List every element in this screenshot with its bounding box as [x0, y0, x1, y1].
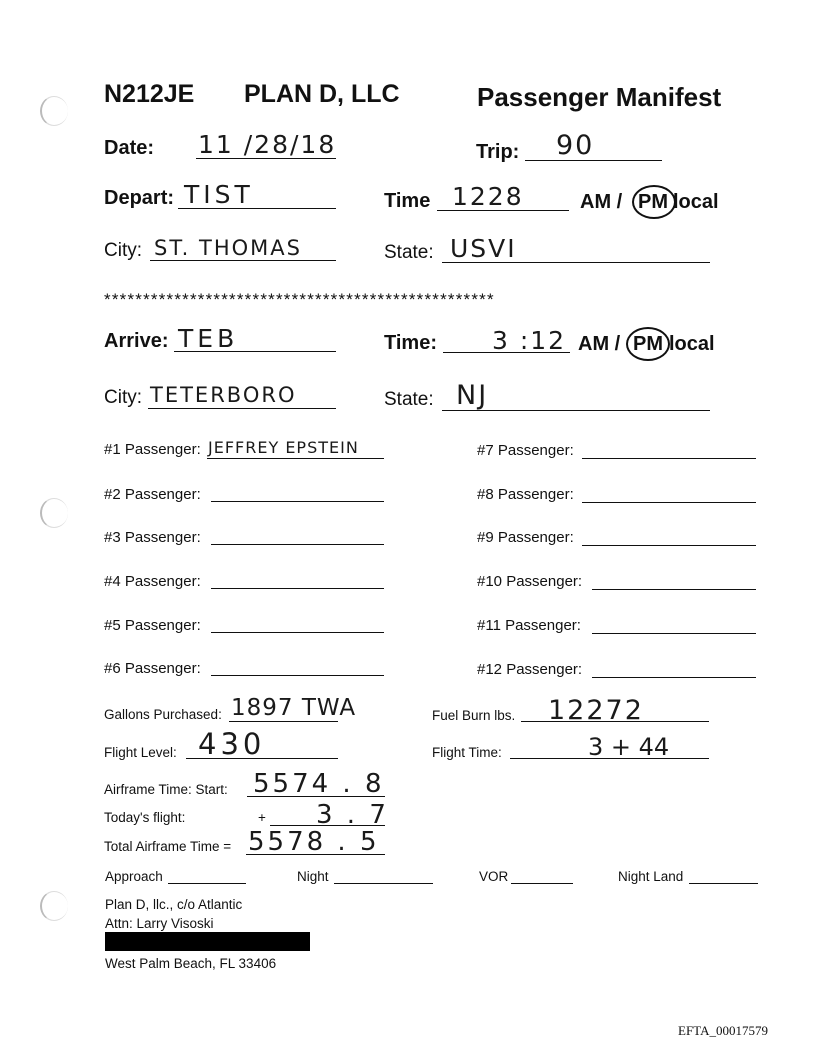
arrive-city-label: City: — [104, 387, 142, 408]
arrive-city-value: TETERBORO — [150, 383, 297, 407]
date-value: 11 /28/18 — [198, 130, 337, 159]
arrive-pm-circle — [626, 327, 670, 361]
flight-time-label: Flight Time: — [432, 745, 502, 760]
passenger-7-label: #7 Passenger: — [477, 442, 574, 459]
passenger-11-line — [592, 633, 756, 634]
separator-stars: ************************************************** — [104, 290, 495, 309]
company-name: PLAN D, LLC — [244, 80, 400, 108]
binder-hole-middle — [40, 498, 68, 528]
night-land-label: Night Land — [618, 869, 684, 884]
passenger-1-line — [207, 458, 384, 459]
vor-label: VOR — [479, 869, 509, 884]
todays-flight-op: + — [258, 810, 266, 825]
redaction-bar — [105, 932, 310, 951]
todays-flight-value: 3 . 7 — [316, 800, 389, 830]
depart-time-label: Time — [384, 190, 431, 212]
depart-label: Depart: — [104, 187, 175, 209]
passenger-2-line — [211, 501, 384, 502]
approach-label: Approach — [105, 869, 163, 884]
passenger-11-label: #11 Passenger: — [477, 617, 581, 634]
depart-pm: PM — [638, 191, 668, 213]
passenger-3-line — [211, 544, 384, 545]
passenger-6-line — [211, 675, 384, 676]
total-airframe-value: 5578 . 5 — [248, 827, 380, 857]
passenger-4-label: #4 Passenger: — [104, 573, 201, 590]
passenger-1-label: #1 Passenger: — [104, 441, 201, 458]
gallons-line — [229, 721, 338, 722]
passenger-10-line — [592, 589, 756, 590]
airframe-start-label: Airframe Time: Start: — [104, 782, 228, 797]
address-line-4: West Palm Beach, FL 33406 — [105, 956, 277, 971]
arrive-state-value: NJ — [456, 380, 489, 411]
arrive-time-label: Time: — [384, 332, 437, 354]
depart-local: local — [673, 191, 719, 213]
page-title: Passenger Manifest — [477, 82, 722, 112]
tail-number: N212JE — [104, 80, 195, 108]
todays-flight-label: Today's flight: — [104, 810, 186, 825]
passenger-12-line — [592, 677, 756, 678]
passenger-9-line — [582, 545, 756, 546]
depart-pm-circle — [632, 185, 676, 219]
gallons-value: 1897 TWA — [231, 695, 357, 721]
arrive-time-value: 3 :12 — [492, 326, 567, 355]
fuel-burn-value: 12272 — [548, 695, 644, 726]
flight-level-label: Flight Level: — [104, 745, 177, 760]
trip-value: 90 — [556, 130, 595, 161]
arrive-ampm: AM / — [578, 333, 621, 355]
gallons-label: Gallons Purchased: — [104, 707, 222, 722]
passenger-4-line — [211, 588, 384, 589]
passenger-2-label: #2 Passenger: — [104, 486, 201, 503]
depart-ampm: AM / — [580, 191, 623, 213]
night-land-line — [689, 883, 758, 884]
flight-level-value: 430 — [198, 727, 266, 761]
arrive-value: TEB — [178, 324, 239, 353]
passenger-3-label: #3 Passenger: — [104, 529, 201, 546]
passenger-5-label: #5 Passenger: — [104, 617, 201, 634]
arrive-local: local — [669, 333, 715, 355]
address-line-2: Attn: Larry Visoski — [105, 916, 214, 931]
approach-line — [168, 883, 246, 884]
vor-line — [511, 883, 573, 884]
passenger-6-label: #6 Passenger: — [104, 660, 201, 677]
depart-city-value: ST. THOMAS — [154, 236, 302, 260]
depart-city-label: City: — [104, 240, 142, 261]
date-label: Date: — [104, 137, 155, 159]
depart-state-label: State: — [384, 242, 434, 263]
total-airframe-label: Total Airframe Time = — [104, 839, 232, 854]
arrive-pm: PM — [633, 333, 663, 355]
depart-value: TIST — [184, 180, 254, 209]
passenger-1-value: JEFFREY EPSTEIN — [208, 438, 359, 457]
binder-hole-top — [40, 96, 68, 126]
airframe-start-value: 5574 . 8 — [253, 769, 385, 799]
passenger-5-line — [211, 632, 384, 633]
bates-number: EFTA_00017579 — [678, 1023, 768, 1038]
passenger-8-line — [582, 502, 756, 503]
flight-time-value: 3 + 44 — [588, 733, 670, 761]
address-line-1: Plan D, llc., c/o Atlantic — [105, 897, 243, 912]
fuel-burn-label: Fuel Burn lbs. — [432, 708, 516, 723]
night-line — [334, 883, 433, 884]
depart-time-value: 1228 — [452, 182, 524, 211]
arrive-state-label: State: — [384, 389, 434, 410]
passenger-10-label: #10 Passenger: — [477, 573, 583, 590]
trip-label: Trip: — [476, 141, 520, 163]
passenger-9-label: #9 Passenger: — [477, 529, 574, 546]
passenger-7-line — [582, 458, 756, 459]
night-label: Night — [297, 869, 329, 884]
arrive-label: Arrive: — [104, 330, 169, 352]
passenger-12-label: #12 Passenger: — [477, 661, 583, 678]
passenger-8-label: #8 Passenger: — [477, 486, 574, 503]
arrive-city-line — [148, 408, 336, 409]
depart-state-value: USVI — [450, 234, 517, 263]
depart-city-line — [150, 260, 336, 261]
binder-hole-bottom — [40, 891, 68, 921]
